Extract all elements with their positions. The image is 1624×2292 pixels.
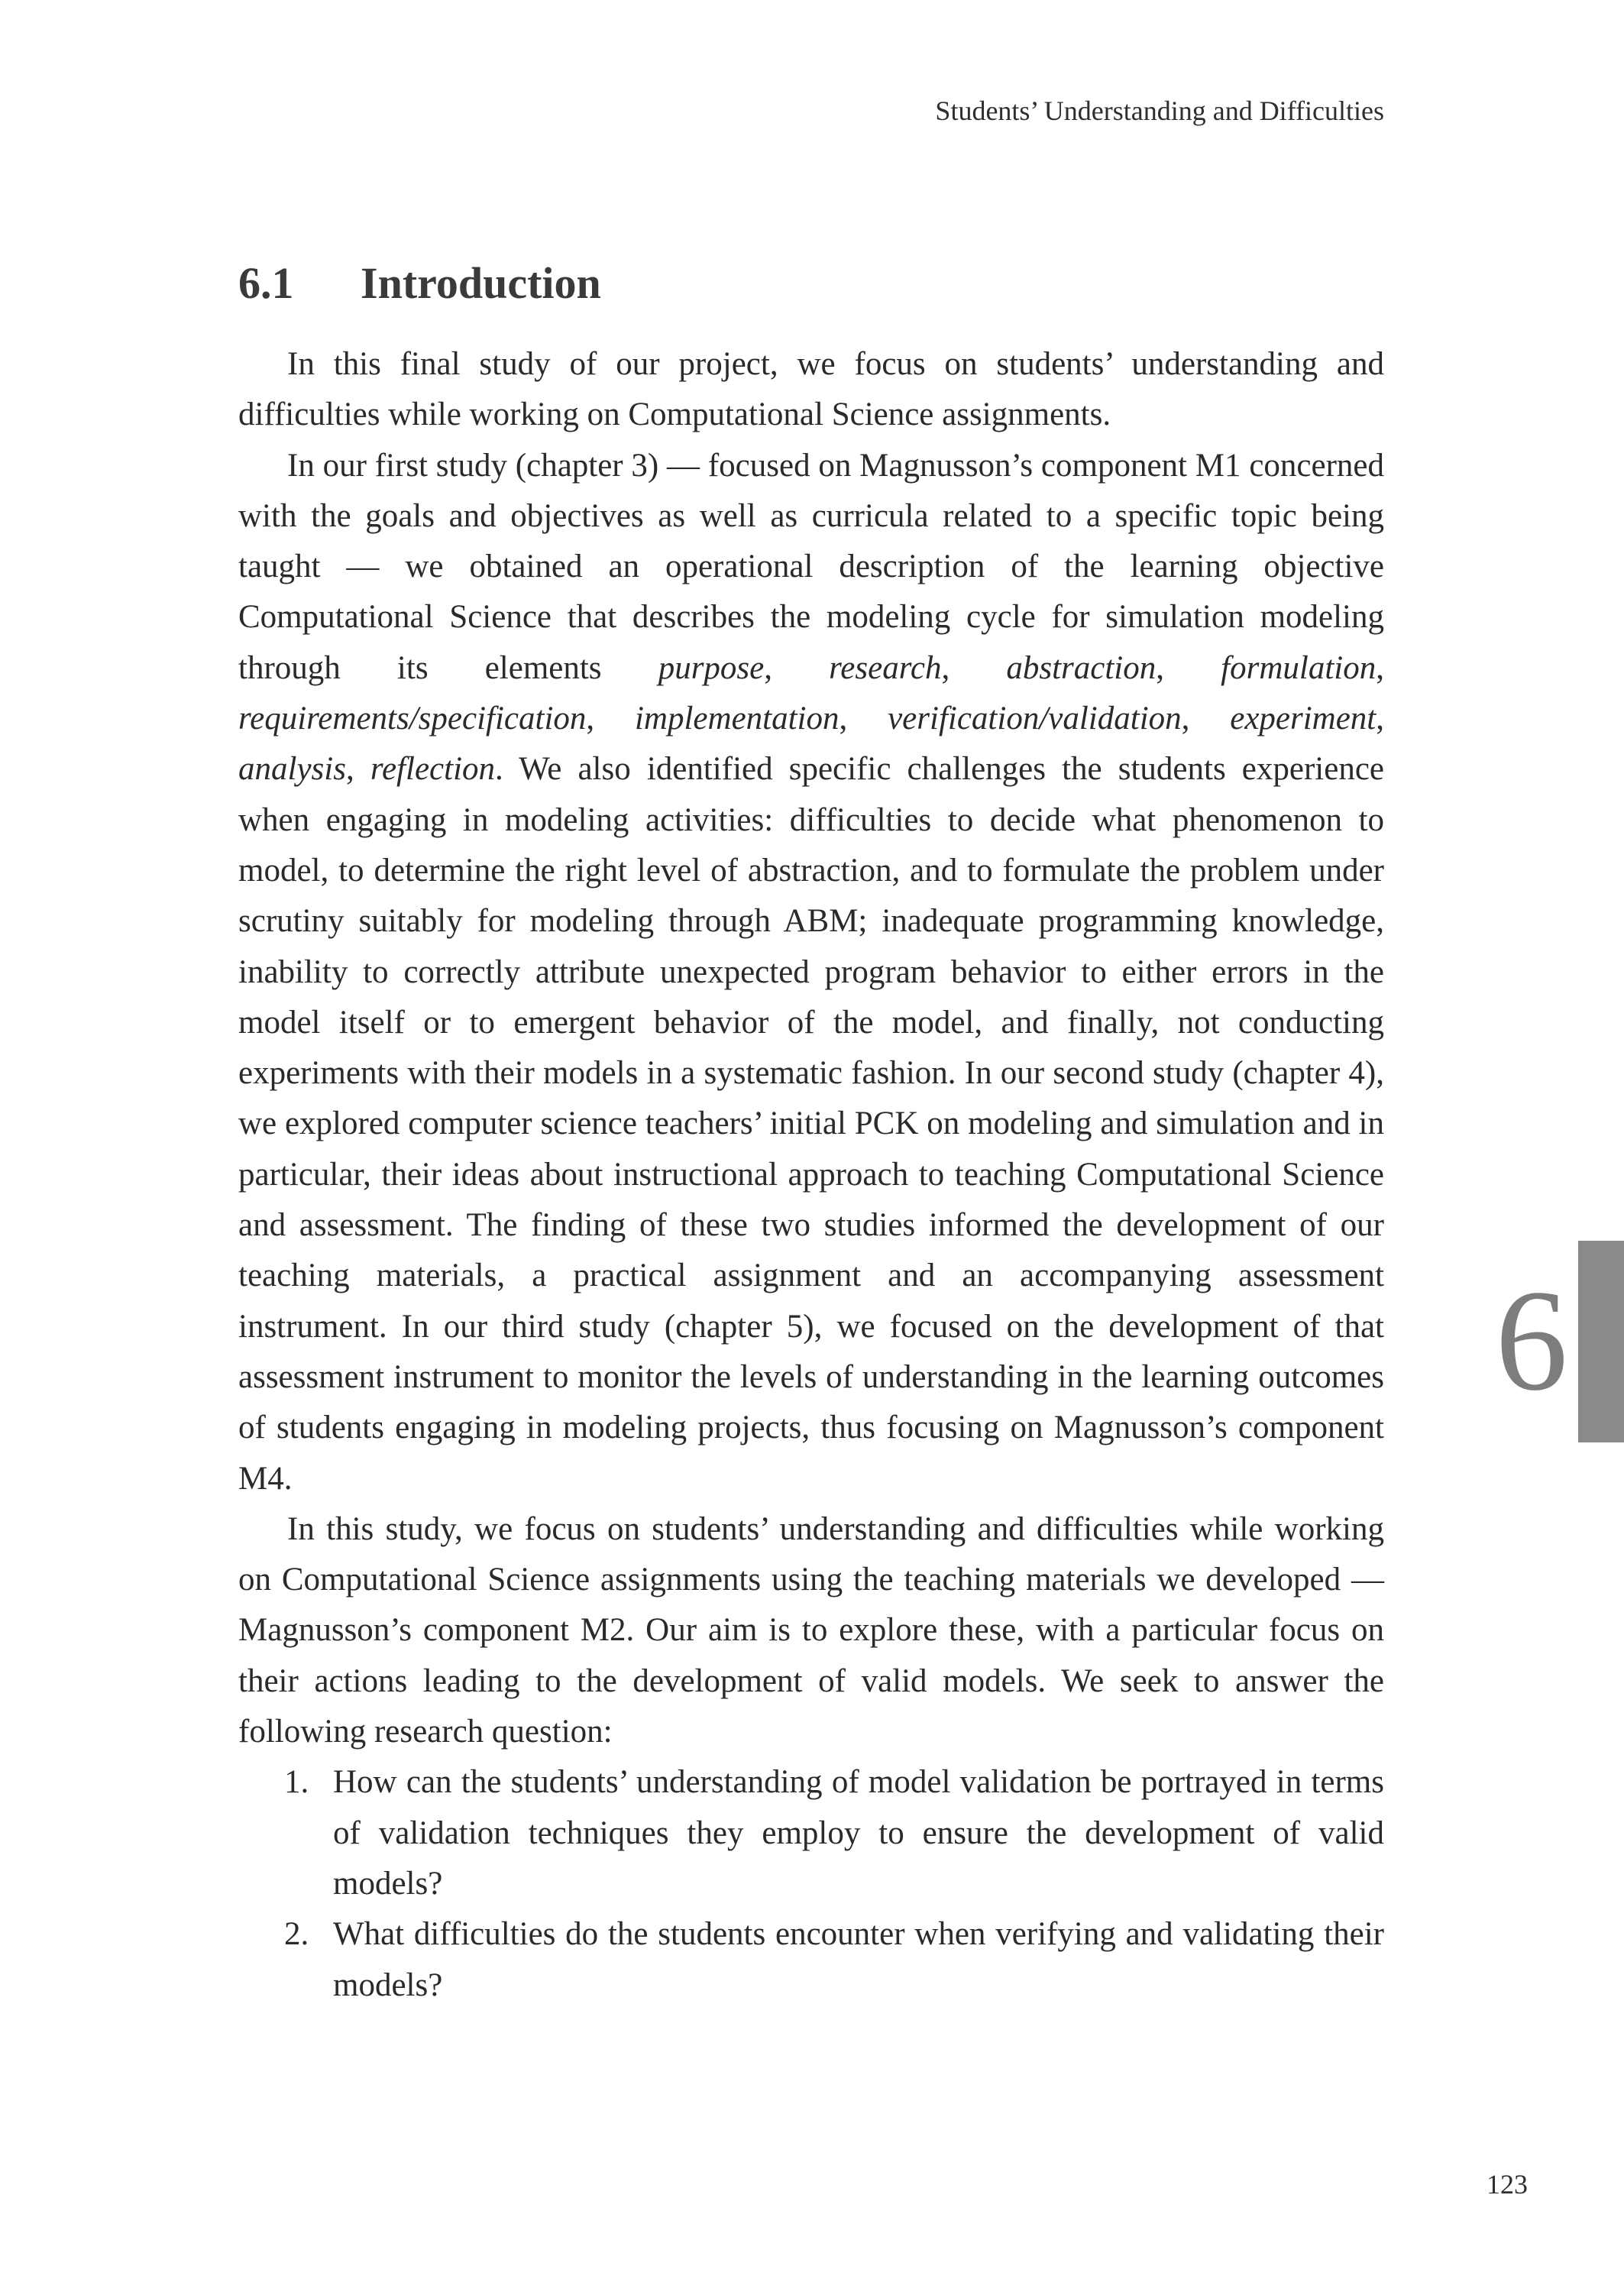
section-number: 6.1	[238, 257, 294, 308]
research-question-item	[284, 1757, 1384, 1909]
list-marker: 1.	[284, 1764, 309, 1801]
body-text	[238, 339, 1384, 2011]
element-term: analysis	[238, 751, 346, 788]
chapter-thumb-tab	[1578, 1241, 1624, 1442]
element-term: verification/validation	[888, 701, 1182, 737]
element-term: requirements/specification	[238, 701, 587, 737]
chapter-number: 6	[1495, 1261, 1568, 1421]
research-question-item	[284, 1909, 1384, 2011]
paragraph-3: In this study, we focus on students’ understanding and difficulties while working on Computational Science assignments using the teaching materials we developed — Magnusson’s component M2. Our aim is to explore these, with a particular focus on their actions leading to the development of valid models. We seek to answer the following research question:	[238, 1510, 1384, 1750]
paragraph-1: In this final study of our project, we focus on students’ understanding and difficulties while working on Computational Science assignments.	[238, 346, 1384, 433]
page-number: 123	[1487, 2169, 1528, 2200]
running-header: Students’ Understanding and Difficulties	[935, 96, 1384, 126]
paragraph-2-lead: In our first study (chapter 3) — focused on Magnusson’s component M1 concerned with the goals and objectives as well as curricula related to a specific topic being taught — we obtained an operational description of the learning objective Computational Science that describes the modeling cycle for simulation modeling through its elements	[238, 447, 1384, 686]
research-question-text: How can the students’ understanding of model validation be portrayed in terms of validation techniques they employ to ensure the development of valid models?	[333, 1764, 1384, 1902]
section-title: Introduction	[361, 257, 601, 308]
paragraph-2-rest: We also identified specific challenges the students experience when engaging in modeling activities: difficulties to decide what phenomenon to model, to determine the right level of abstraction, and to formulate the problem under scrutiny suitably for modeling through ABM; inadequate programming knowledge, inability to correctly attribute unexpected program behavior to either errors in the model itself or to emergent behavior of the model, and finally, not conducting experiments with their models in a systematic fashion. In our second study (chapter 4), we explored computer science teachers’ initial PCK on modeling and simulation and in particular, their ideas about instructional approach to teaching Computational Science and assessment. The finding of these two studies informed the development of our teaching materials, a practical assignment and an accompanying assessment instrument. In our third study (chapter 5), we focused on the development of that assessment instrument to monitor the levels of understanding in the learning outcomes of students engaging in modeling projects, thus focusing on Magnusson’s component M4.	[238, 751, 1385, 1497]
element-term: implementation	[634, 701, 839, 737]
research-question-list	[238, 1757, 1384, 2010]
paragraph-2: In our first study (chapter 3) — focused on Magnusson’s component M1 concerned with the goals and objectives as well as curricula related to a specific topic being taught — we obtained an operational description of the learning objective Computational Science that describes the modeling cycle for simulation modeling through its elements purpose, research, abstraction, formulation, requirements/specification, implementation, verification/validation, experiment, analysis, reflection. We also identified specific challenges the students experience when engaging in modeling activities: difficulties to decide what phenomenon to model, to determine the right level of abstraction, and to formulate the problem under scrutiny suitably for modeling through ABM; inadequate programming knowledge, inability to correctly attribute unexpected program behavior to either errors in the model itself or to emergent behavior of the model, and finally, not conducting experiments with their models in a systematic fashion. In our second study (chapter 4), we explored computer science teachers’ initial PCK on modeling and simulation and in particular, their ideas about instructional approach to teaching Computational Science and assessment. The finding of these two studies informed the development of our teaching materials, a practical assignment and an accompanying assessment instrument. In our third study (chapter 5), we focused on the development of that assessment instrument to monitor the levels of understanding in the learning outcomes of students engaging in modeling projects, thus focusing on Magnusson’s component M4.	[238, 447, 1385, 1497]
element-term: purpose	[658, 649, 765, 686]
element-term: research	[829, 649, 942, 686]
element-term: formulation	[1221, 649, 1377, 686]
research-question-text: What difficulties do the students encounter when verifying and validating their models?	[333, 1916, 1384, 2003]
list-marker: 2.	[284, 1916, 309, 1953]
element-term: abstraction	[1006, 649, 1157, 686]
element-term: reflection	[370, 751, 496, 788]
element-term: experiment	[1230, 701, 1377, 737]
section-heading	[238, 257, 601, 309]
